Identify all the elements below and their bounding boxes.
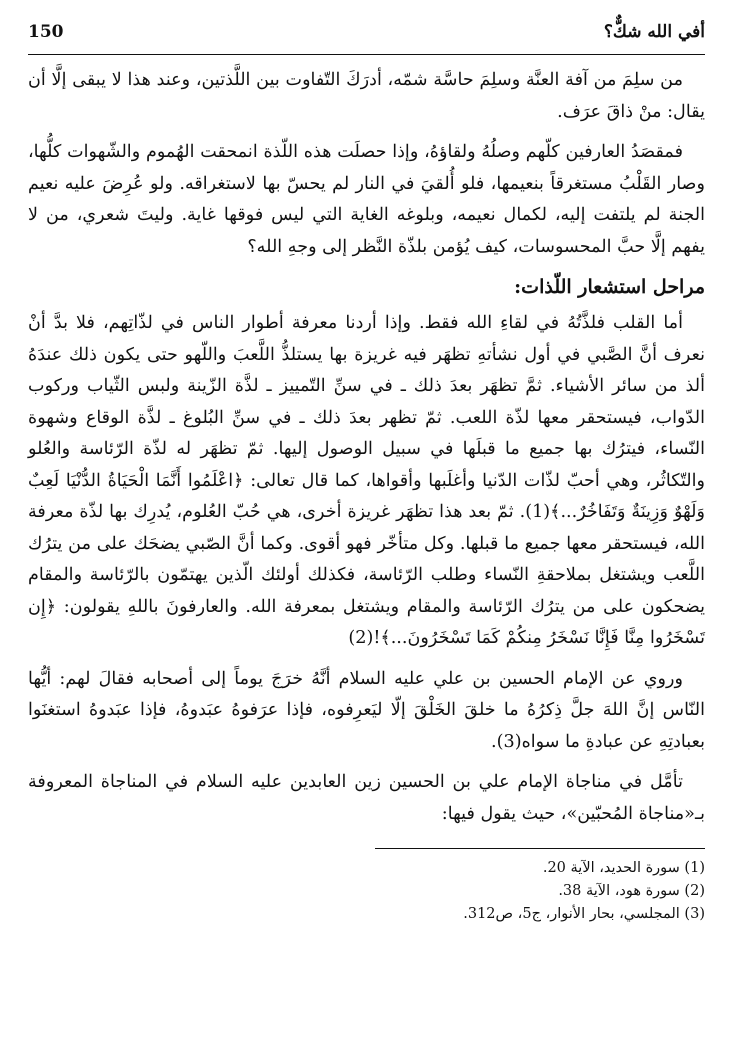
- paragraph: فمقصَدُ العارفين كلّهم وصلُهُ ولقاؤهُ، وإذا حصلَت هذه اللّذة انمحقت الهُموم والشّهوات كلُّها، وصار القَلْبُ مستغرقاً بنعيمها، فلو أُلقيَ في النار لم يحسّ بها لاستغراقه. ولو عُرِضَ عليه نعيم الجنة لم يلتفت إليه، لكمال نعيمه، وبلوغه الغاية التي ليس فوقها غاية. وليتَ شعري، من لا يفهم إلَّا حبَّ المحسوسات، كيف يُؤمن بلذّة النَّظر إلى وجهِ الله؟: [28, 142, 705, 257]
- footnote: (1) سورة الحديد، الآية 20.: [542, 860, 705, 876]
- book-page: [28, 22, 705, 1029]
- footnote-divider: [375, 848, 705, 849]
- paragraph: تأمَّل في مناجاة الإمام علي بن الحسين زين العابدين عليه السلام في المناجاة المعروفة بـ«مناجاة المُحبّين»، حيث يقول فيها:: [28, 772, 705, 824]
- page-body: [28, 65, 705, 830]
- footnotes: [28, 857, 705, 926]
- running-header: [28, 22, 705, 55]
- footnote: (2) سورة هود، الآية 38.: [558, 883, 705, 899]
- paragraph: أما القلب فلذَّتُهُ في لقاءِ الله فقط. وإذا أردنا معرفة أطوار الناس في لذّاتِهم، فلا بدَّ أنْ نعرف أنَّ الصَّبي في أول نشأتهِ تظهَر فيه غريزة بها يستلذُّ اللَّعبَ واللّهو حتى يكون ذلك عندَهُ ألذ من سائر الأشياء. ثمَّ تظهَر بعدَ ذلك ـ في سنِّ التّمييز ـ لذَّة الزّينة ولبس الثّياب وركوب الدّواب، فيستحقر معها لذّة اللعب. ثمّ تظهر بعدَ ذلك ـ في سنِّ البُلوغ ـ لذَّة الوقاع وشهوة النّساء، فيترُك بها جميع ما قبلَها في سبيل الوصول إليها. ثمّ تظهَر له لذّة الرّئاسة والعُلو والتّكاثُر، وهي أحبّ لذّات الدّنيا وأغلَبها وأقواها، كما قال تعالى: ﴿اعْلَمُوا أَنَّمَا الْحَيَاةُ الدُّنْيَا لَعِبٌ وَلَهْوٌ وَزِينَةٌ وَتَفَاخُرٌ...﴾(1). ثمّ بعد هذا تظهَر غريزة أخرى، هي حُبّ العُلوم، يُدرِك بها لذّة معرفة الله، فيستحقر معها جميع ما قبلها. وكل متأخّر فهو أقوى. وكما أنَّ الصّبي يضحَك على من يترُك اللَّعب ويشتغل بملاحقةِ النّساء وطلب الرّئاسة، فكذلك أولئك الّذين يهتمّون بالرّئاسة والمقام يضحكون على من يترُك الرّئاسة والمقام ويشتغل بمعرفة الله. والعارفونَ باللهِ يقولون: ﴿إِن تَسْخَرُوا مِنَّا فَإِنَّا نَسْخَرُ مِنكُمْ كَمَا تَسْخَرُونَ...﴾!(2): [28, 313, 705, 648]
- paragraph: من سلِمَ من آفة العنَّة وسلِمَ حاسَّة شمّه، أدرَكَ التّفاوت بين اللَّذتين، وعند هذا لا يبقى إلَّا أن يقال: منْ ذاقَ عرَف.: [28, 70, 705, 122]
- page-number: 150: [28, 22, 64, 42]
- running-title: أفي الله شكٌّ؟: [603, 22, 705, 42]
- footnote: (3) المجلسي، بحار الأنوار، ج5، ص312.: [463, 906, 705, 922]
- paragraph: وروي عن الإمام الحسين بن علي عليه السلام أنَّهُ خرَجَ يوماً إلى أصحابه فقالَ لهم: أيُّها النّاس إنَّ اللهَ جلَّ ذِكرُهُ ما خلقَ الخَلْقَ إلّا ليَعرِفوه، فإذا عرَفوهُ عبَدوهُ، فإذا عبَدوهُ استغنَوا بعبادتِهِ عن عبادةِ ما سواه(3).: [28, 668, 705, 752]
- section-heading: مراحل استشعار اللّذات:: [514, 276, 705, 298]
